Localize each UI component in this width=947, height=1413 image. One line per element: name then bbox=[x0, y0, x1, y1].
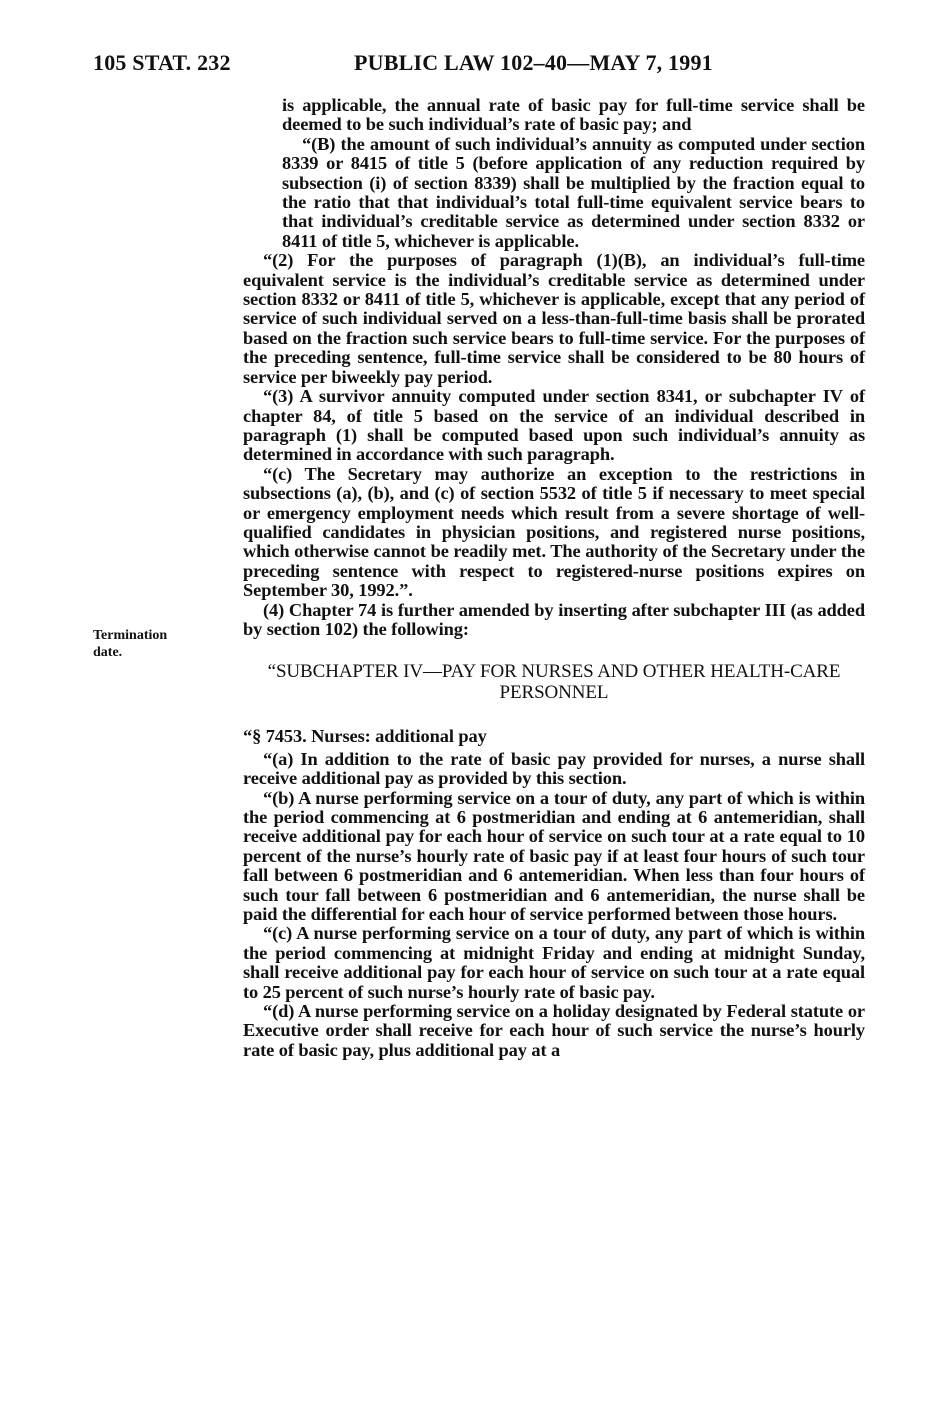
paragraph-c-exception: “(c) The Secretary may authorize an exception to the restrictions in subsections (a), (b), and (c) of section 5532 of title 5 if necessary to meet special or emergency employment needs which result from a severe shortage of well-qualified candidates in physician positions, and registered nurse positions, which otherwise cannot be readily met. The authority of the Secretary under the preceding sentence with respect to registered-nurse positions expires on September 30, 1992.”. bbox=[243, 463, 865, 601]
paragraph-3-survivor-annuity: “(3) A survivor annuity computed under section 8341, or subchapter IV of chapter 84, of title 5 based on the service of an individual described in paragraph (1) shall be computed based upon such individual’s annuity as determined in accordance with such paragraph. bbox=[243, 386, 865, 465]
section-heading bbox=[243, 727, 865, 746]
margin-note-termination-date bbox=[93, 627, 213, 661]
margin-note-line-1: Termination bbox=[93, 628, 168, 643]
section-number: “§ 7453. bbox=[243, 726, 307, 747]
page-header bbox=[93, 50, 873, 80]
margin-note-line-2: date. bbox=[93, 645, 123, 660]
paragraph-4-chapter-74: (4) Chapter 74 is further amended by inserting after subchapter III (as added by section 102) the following: bbox=[243, 599, 865, 639]
subsection-a: “(a) In addition to the rate of basic pay provided for nurses, a nurse shall receive additional pay as provided by this section. bbox=[243, 748, 865, 789]
paragraph-2-full-time-equivalent: “(2) For the purposes of paragraph (1)(B), an individual’s full-time equivalent service is the individual’s creditable service as determined under section 8332 or 8411 of title 5, whichever is applicable, except that any period of service of such individual served on a less-than-full-time basis shall be prorated based on the fraction such service bears to full-time service. For the purposes of the preceding sentence, full-time service shall be considered to be 80 hours of service per biweekly pay period. bbox=[243, 250, 865, 387]
paragraph-continuation: is applicable, the annual rate of basic pay for full-time service shall be deemed to be such individual’s rate of basic pay; and bbox=[282, 95, 865, 135]
subchapter-title: “SUBCHAPTER IV—PAY FOR NURSES AND OTHER HEALTH-CARE PERSONNEL bbox=[267, 661, 841, 704]
law-title: PUBLIC LAW 102–40—MAY 7, 1991 bbox=[354, 50, 713, 75]
subsection-c: “(c) A nurse performing service on a tour of duty, any part of which is within the period commencing at midnight Friday and ending at midnight Sunday, shall receive additional pay for each hour of service on such tour at a rate equal to 25 percent of such nurse’s hourly rate of basic pay. bbox=[243, 923, 865, 1002]
subsection-d: “(d) A nurse performing service on a holiday designated by Federal statute or Executive order shall receive for each hour of such service the nurse’s hourly rate of basic pay, plus additional pay at a bbox=[243, 1001, 865, 1060]
paragraph-b-annuity: “(B) the amount of such individual’s annuity as computed under section 8339 or 8415 of title 5 (before application of any reduction required by subsection (i) of section 8339) shall be multiplied by the fraction equal to the ratio that that individual’s total full-time equivalent service bears to that individual’s creditable service as determined under section 8332 or 8411 of title 5, whichever is applicable. bbox=[282, 133, 865, 251]
section-title: Nurses: additional pay bbox=[311, 726, 487, 747]
subsection-b: “(b) A nurse performing service on a tour of duty, any part of which is within the period commencing at 6 postmeridian and ending at 6 antemeridian, shall receive additional pay for each hour of service on such tour at a rate equal to 10 percent of the nurse’s hourly rate of basic pay if at least four hours of such tour fall between 6 postmeridian and 6 antemeridian. When less than four hours of such tour fall between 6 postmeridian and 6 antemeridian, the nurse shall be paid the differential for each hour of service performed between those hours. bbox=[243, 787, 865, 925]
stat-reference: 105 STAT. 232 bbox=[93, 50, 231, 75]
statute-body bbox=[243, 96, 865, 1060]
